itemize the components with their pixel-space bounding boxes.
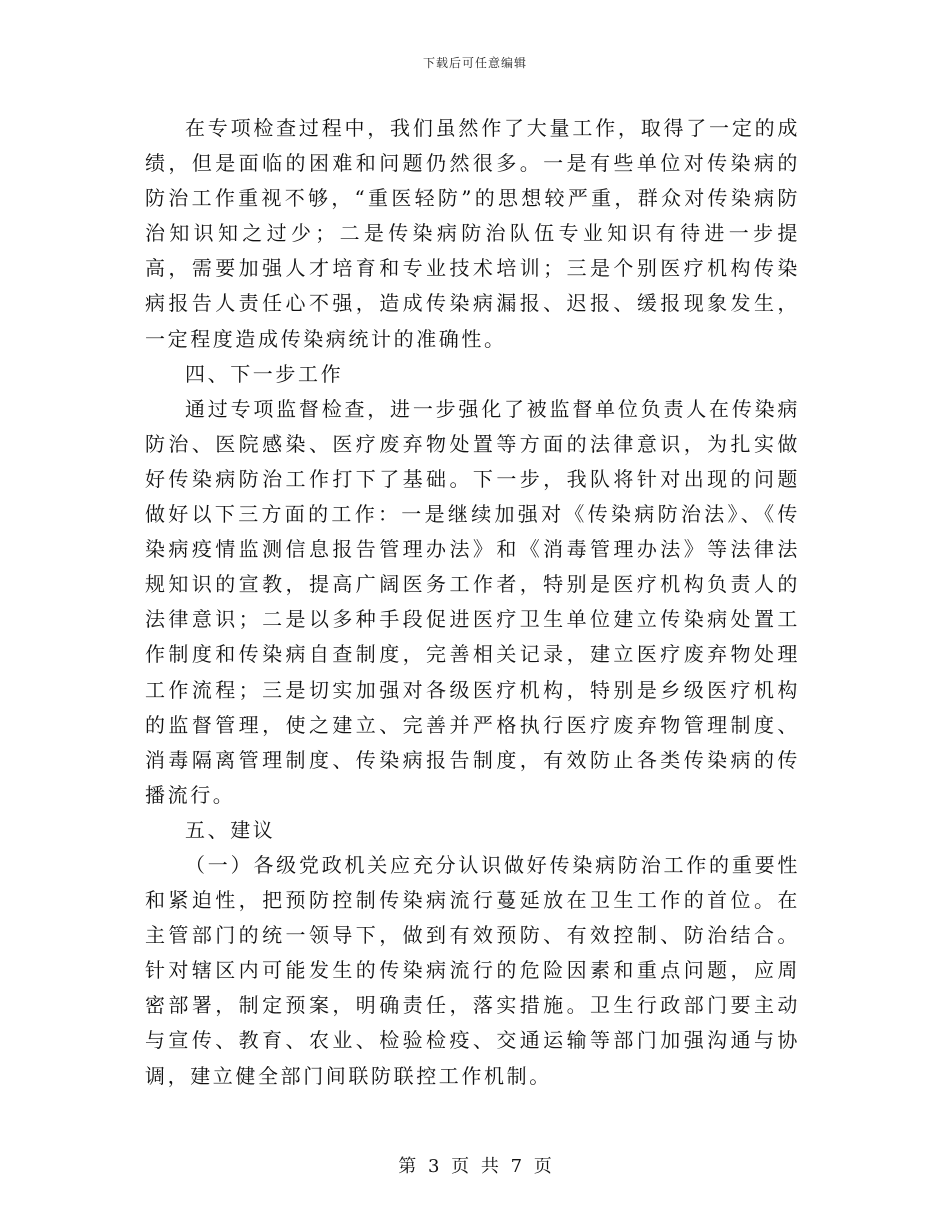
document-body [145,111,800,1094]
section-heading-next-steps: 四、下一步工作 [185,361,344,386]
paragraph-problems: 在专项检查过程中，我们虽然作了大量工作，取得了一定的成绩，但是面临的困难和问题仍然很多。一是有些单位对传染病的防治工作重视不够，“重医轻防”的思想较严重，群众对传染病防治知识知之过少；二是传染病防治队伍专业知识有待进一步提高，需要加强人才培育和专业技术培训；三是个别医疗机构传染病报告人责任心不强，造成传染病漏报、迟报、缓报现象发生，一定程度造成传染病统计的准确性。 [145,116,800,351]
paragraph-suggestion-1: （一）各级党政机关应充分认识做好传染病防治工作的重要性和紧迫性，把预防控制传染病流行蔓延放在卫生工作的首位。在主管部门的统一领导下，做到有效预防、有效控制、防治结合。针对辖区内可能发生的传染病流行的危险因素和重点问题，应周密部署，制定预案，明确责任，落实措施。卫生行政部门要主动与宣传、教育、农业、检验检疫、交通运输等部门加强沟通与协调，建立健全部门间联防联控工作机制。 [145,852,800,1088]
page-number-footer: 第 3 页 共 7 页 [398,1156,552,1177]
section-heading-suggestions: 五、建议 [185,817,276,842]
paragraph-next-steps: 通过专项监督检查，进一步强化了被监督单位负责人在传染病防治、医院感染、医疗废弃物处置等方面的法律意识，为扎实做好传染病防治工作打下了基础。下一步，我队将针对出现的问题做好以下三方面的工作：一是继续加强对《传染病防治法》、《传染病疫情监测信息报告管理办法》和《消毒管理办法》等法律法规知识的宣教，提高广阔医务工作者，特别是医疗机构负责人的法律意识；二是以多种手段促进医疗卫生单位建立传染病处置工作制度和传染病自查制度，完善相关记录，建立医疗废弃物处理工作流程；三是切实加强对各级医疗机构，特别是乡级医疗机构的监督管理，使之建立、完善并严格执行医疗废弃物管理制度、消毒隔离管理制度、传染病报告制度，有效防止各类传染病的传播流行。 [145,396,800,807]
page-header: 下载后可任意编辑 [422,56,527,70]
